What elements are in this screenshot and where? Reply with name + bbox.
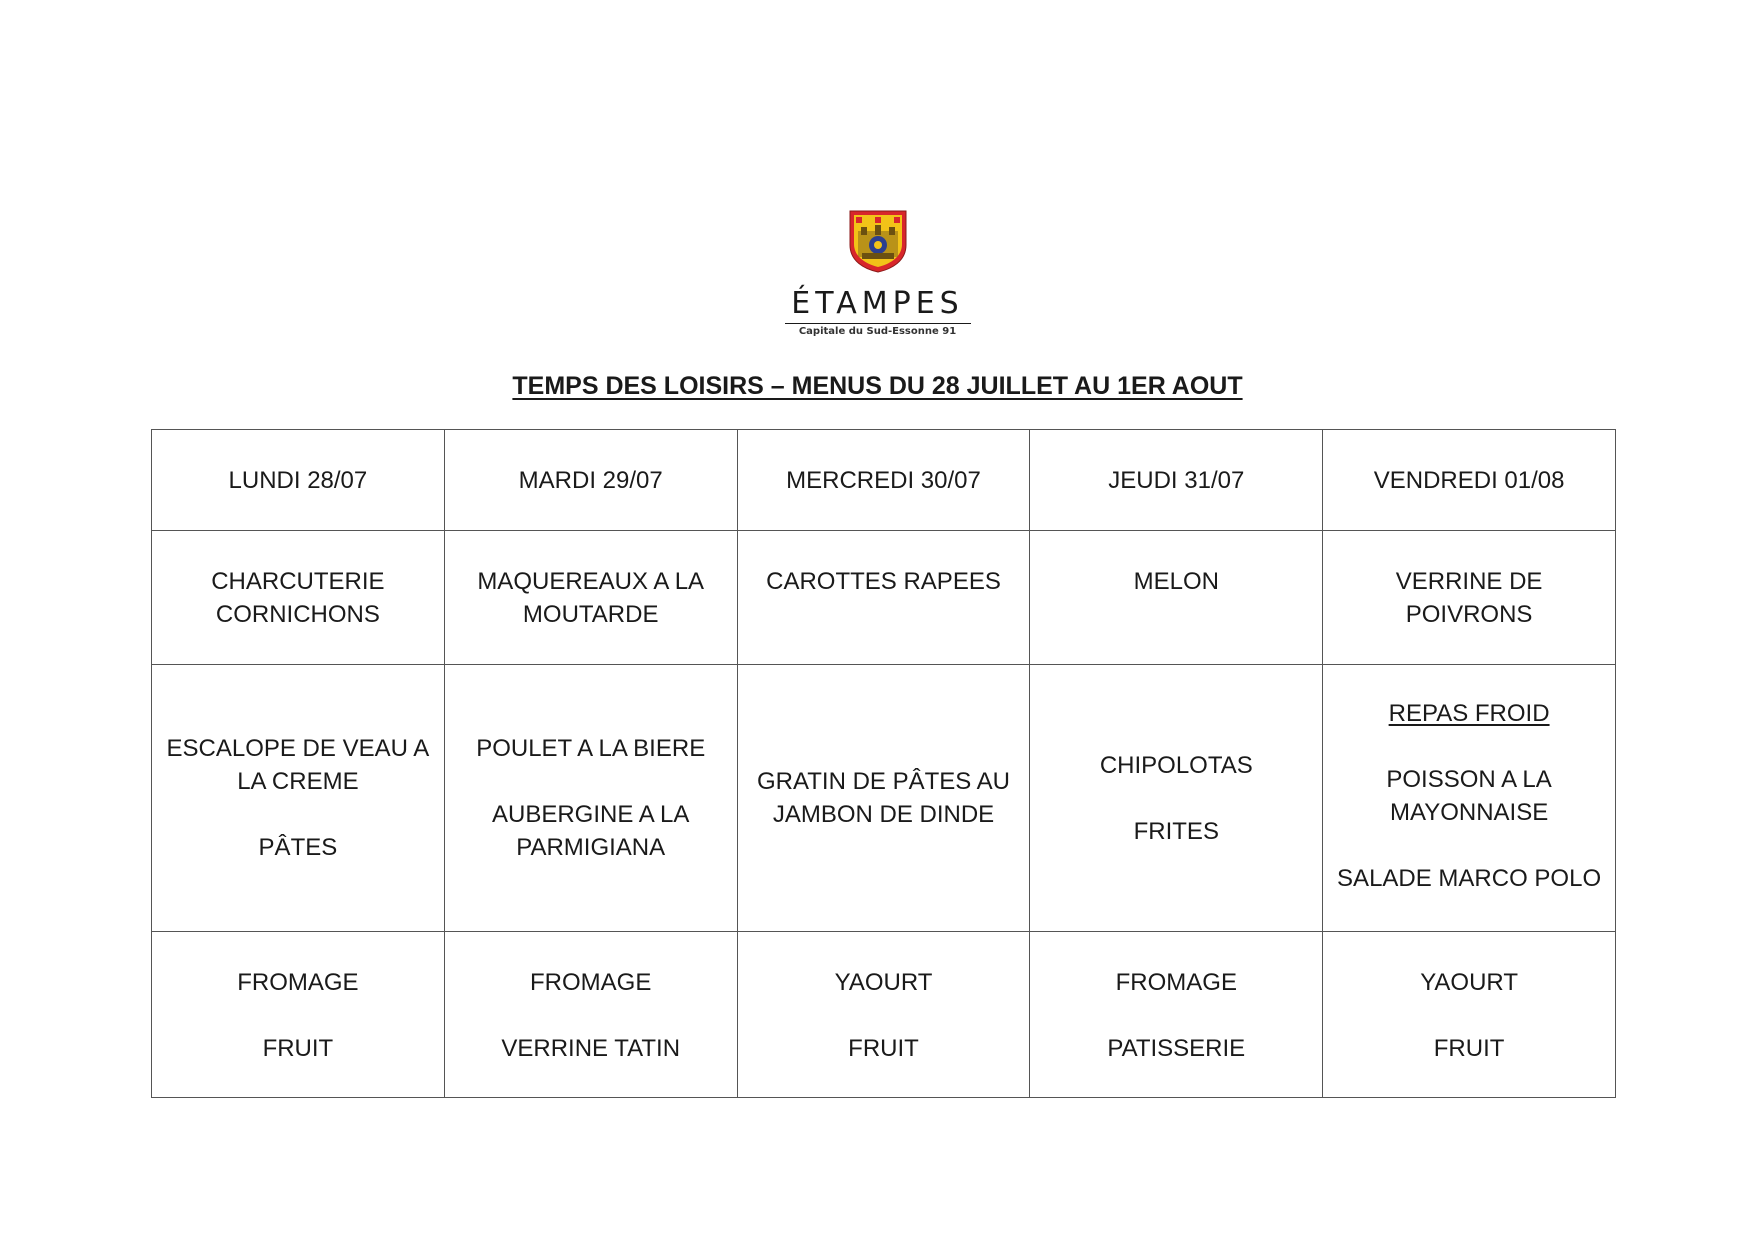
main-cell	[737, 665, 1030, 932]
starter-item: CORNICHONS	[215, 601, 380, 628]
day-header: VENDREDI 01/08	[1323, 430, 1616, 531]
spacer	[158, 999, 438, 1032]
table-row-starters	[152, 531, 1616, 665]
starter-item: CHARCUTERIE	[211, 568, 385, 595]
table-row-days	[152, 430, 1616, 531]
page-title: TEMPS DES LOISIRS – MENUS DU 28 JUILLET AU 1ER AOUT	[512, 372, 1243, 400]
starter-item: MAQUEREAUX A LA	[477, 568, 705, 595]
coat-of-arms-icon	[848, 209, 908, 273]
main-item: CHIPOLOTAS	[1099, 751, 1253, 779]
starter-cell	[444, 531, 737, 665]
main-cell	[1030, 665, 1323, 932]
spacer	[1036, 782, 1316, 815]
main-item: MAYONNAISE	[1389, 799, 1549, 826]
dessert-cell	[444, 932, 737, 1098]
starter-item: POIVRONS	[1405, 601, 1533, 628]
menu-table	[151, 429, 1616, 1098]
cheese-item: FROMAGE	[1115, 969, 1237, 996]
logo	[0, 209, 1755, 338]
main-item: POULET A LA BIERE	[476, 735, 706, 762]
dessert-cell	[737, 932, 1030, 1098]
starter-cell	[152, 531, 445, 665]
side-item: FRITES	[1133, 817, 1219, 845]
dessert-item: FRUIT	[262, 1035, 334, 1062]
side-item: PARMIGIANA	[516, 834, 666, 861]
spacer	[1329, 999, 1609, 1032]
main-item: GRATIN DE PÂTES AU	[757, 768, 1010, 795]
table-row-mains	[152, 665, 1616, 932]
spacer	[451, 765, 731, 798]
starter-item: VERRINE DE	[1395, 568, 1543, 595]
starter-cell	[1030, 531, 1323, 665]
brand-divider	[785, 323, 971, 324]
main-cell	[444, 665, 737, 932]
main-item: POISSON A LA	[1386, 766, 1552, 793]
brand-subtitle: Capitale du Sud-Essonne 91	[798, 326, 957, 337]
starter-cell	[737, 531, 1030, 665]
table-row-desserts	[152, 932, 1616, 1098]
dessert-cell	[1030, 932, 1323, 1098]
spacer	[1329, 829, 1609, 862]
dessert-cell	[1323, 932, 1616, 1098]
dessert-cell	[152, 932, 445, 1098]
dessert-item: PATISSERIE	[1107, 1035, 1246, 1062]
cheese-item: FROMAGE	[530, 969, 652, 996]
main-cell	[152, 665, 445, 932]
cheese-item: YAOURT	[834, 969, 933, 996]
dessert-item: VERRINE TATIN	[501, 1035, 681, 1062]
starter-item: MELON	[1133, 568, 1219, 595]
dessert-item: FRUIT	[848, 1035, 919, 1062]
main-item: JAMBON DE DINDE	[772, 801, 995, 828]
cold-meal-label: REPAS FROID	[1388, 700, 1550, 727]
main-item: LA CREME	[237, 768, 359, 795]
side-item: SALADE MARCO POLO	[1337, 865, 1602, 892]
side-item: AUBERGINE A LA	[491, 801, 690, 828]
day-header: LUNDI 28/07	[152, 430, 445, 531]
day-header: MARDI 29/07	[444, 430, 737, 531]
starter-item: CAROTTES RAPEES	[766, 568, 1001, 595]
starter-cell	[1323, 531, 1616, 665]
spacer	[158, 798, 438, 831]
spacer	[1036, 999, 1316, 1032]
starter-item: MOUTARDE	[522, 601, 659, 628]
spacer	[1329, 730, 1609, 763]
side-item: PÂTES	[258, 834, 338, 861]
main-item: ESCALOPE DE VEAU A	[166, 735, 430, 762]
spacer	[451, 999, 731, 1032]
cheese-item: FROMAGE	[237, 969, 359, 996]
cheese-item: YAOURT	[1420, 969, 1518, 996]
main-cell	[1323, 665, 1616, 932]
day-header: MERCREDI 30/07	[737, 430, 1030, 531]
spacer	[744, 999, 1024, 1032]
dessert-item: FRUIT	[1433, 1035, 1505, 1062]
day-header: JEUDI 31/07	[1030, 430, 1323, 531]
brand-name: ÉTAMPES	[791, 286, 964, 321]
